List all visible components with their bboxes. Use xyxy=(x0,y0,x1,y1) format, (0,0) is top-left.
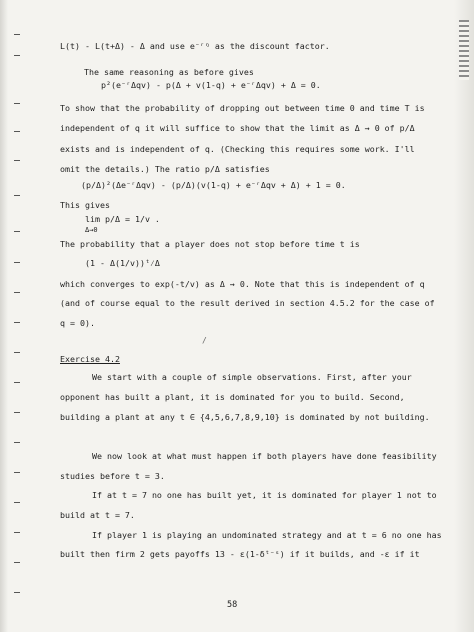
left-page-edge xyxy=(0,0,8,632)
margin-dash xyxy=(14,231,20,232)
text-line: If at t = 7 no one has built yet, it is dominated for player 1 not to xyxy=(92,490,437,500)
margin-dash xyxy=(14,532,20,533)
text-line: q = 0). xyxy=(60,318,95,328)
scan-mark: / xyxy=(202,336,207,345)
margin-dash xyxy=(14,352,20,353)
equation: p²(e⁻ʳΔqv) - p(Δ + v(1-q) + e⁻ʳΔqv) + Δ = 0. xyxy=(101,80,321,90)
text-line: (and of course equal to the result derived in section 4.5.2 for the case of xyxy=(60,298,435,308)
margin-dash xyxy=(14,160,20,161)
text-line: which converges to exp(-t/v) as Δ → 0. Note that this is independent of q xyxy=(60,279,425,289)
text-line: opponent has built a plant, it is dominated for you to build. Second, xyxy=(60,392,405,402)
text-line: The probability that a player does not stop before time t is xyxy=(60,239,360,249)
margin-dash xyxy=(14,442,20,443)
section-heading: Exercise 4.2 xyxy=(60,354,120,364)
text-line: omit the details.) The ratio p/Δ satisfies xyxy=(60,164,270,174)
equation: lim p/Δ = 1/v . xyxy=(85,214,160,224)
margin-dash xyxy=(14,472,20,473)
text-line: independent of q it will suffice to show that the limit as Δ → 0 of p/Δ xyxy=(60,123,415,133)
text-line: The same reasoning as before gives xyxy=(84,67,254,77)
text-line: To show that the probability of dropping out between time 0 and time T is xyxy=(60,103,425,113)
margin-dash xyxy=(14,592,20,593)
equation-subscript: Δ→0 xyxy=(85,226,98,234)
margin-dash xyxy=(14,131,20,132)
binding-strip xyxy=(459,20,469,80)
page-number: 58 xyxy=(227,600,238,610)
margin-dash xyxy=(14,34,20,35)
right-page-edge xyxy=(454,0,474,632)
text-line: L(t) - L(t+Δ) - Δ and use e⁻ʳᵑ as the discount factor. xyxy=(60,41,330,51)
margin-dash xyxy=(14,262,20,263)
margin-dash xyxy=(14,103,20,104)
equation: (1 - Δ(1/v))ᵗ⁄Δ xyxy=(85,258,160,268)
margin-dash xyxy=(14,562,20,563)
margin-dash xyxy=(14,55,20,56)
text-line: exists and is independent of q. (Checking this requires some work. I'll xyxy=(60,144,415,154)
margin-dash xyxy=(14,195,20,196)
margin-dash xyxy=(14,382,20,383)
text-line: If player 1 is playing an undominated strategy and at t = 6 no one has xyxy=(92,530,442,540)
margin-dash xyxy=(14,292,20,293)
text-line: building a plant at any t ∈ {4,5,6,7,8,9,10} is dominated by not building. xyxy=(60,412,430,422)
margin-dash xyxy=(14,322,20,323)
margin-dash xyxy=(14,502,20,503)
text-line: build at t = 7. xyxy=(60,510,135,520)
text-line: This gives xyxy=(60,200,110,210)
text-line: We now look at what must happen if both players have done feasibility xyxy=(92,451,437,461)
text-line: studies before t = 3. xyxy=(60,471,165,481)
equation: (p/Δ)²(Δe⁻ʳΔqv) - (p/Δ)(v(1-q) + e⁻ʳΔqv + Δ) + 1 = 0. xyxy=(81,180,346,190)
text-line: built then firm 2 gets payoffs 13 - ε(1-δᵗ⁻ˢ) if it builds, and -ε if it xyxy=(60,549,420,559)
margin-dash xyxy=(14,412,20,413)
text-line: We start with a couple of simple observations. First, after your xyxy=(92,372,412,382)
